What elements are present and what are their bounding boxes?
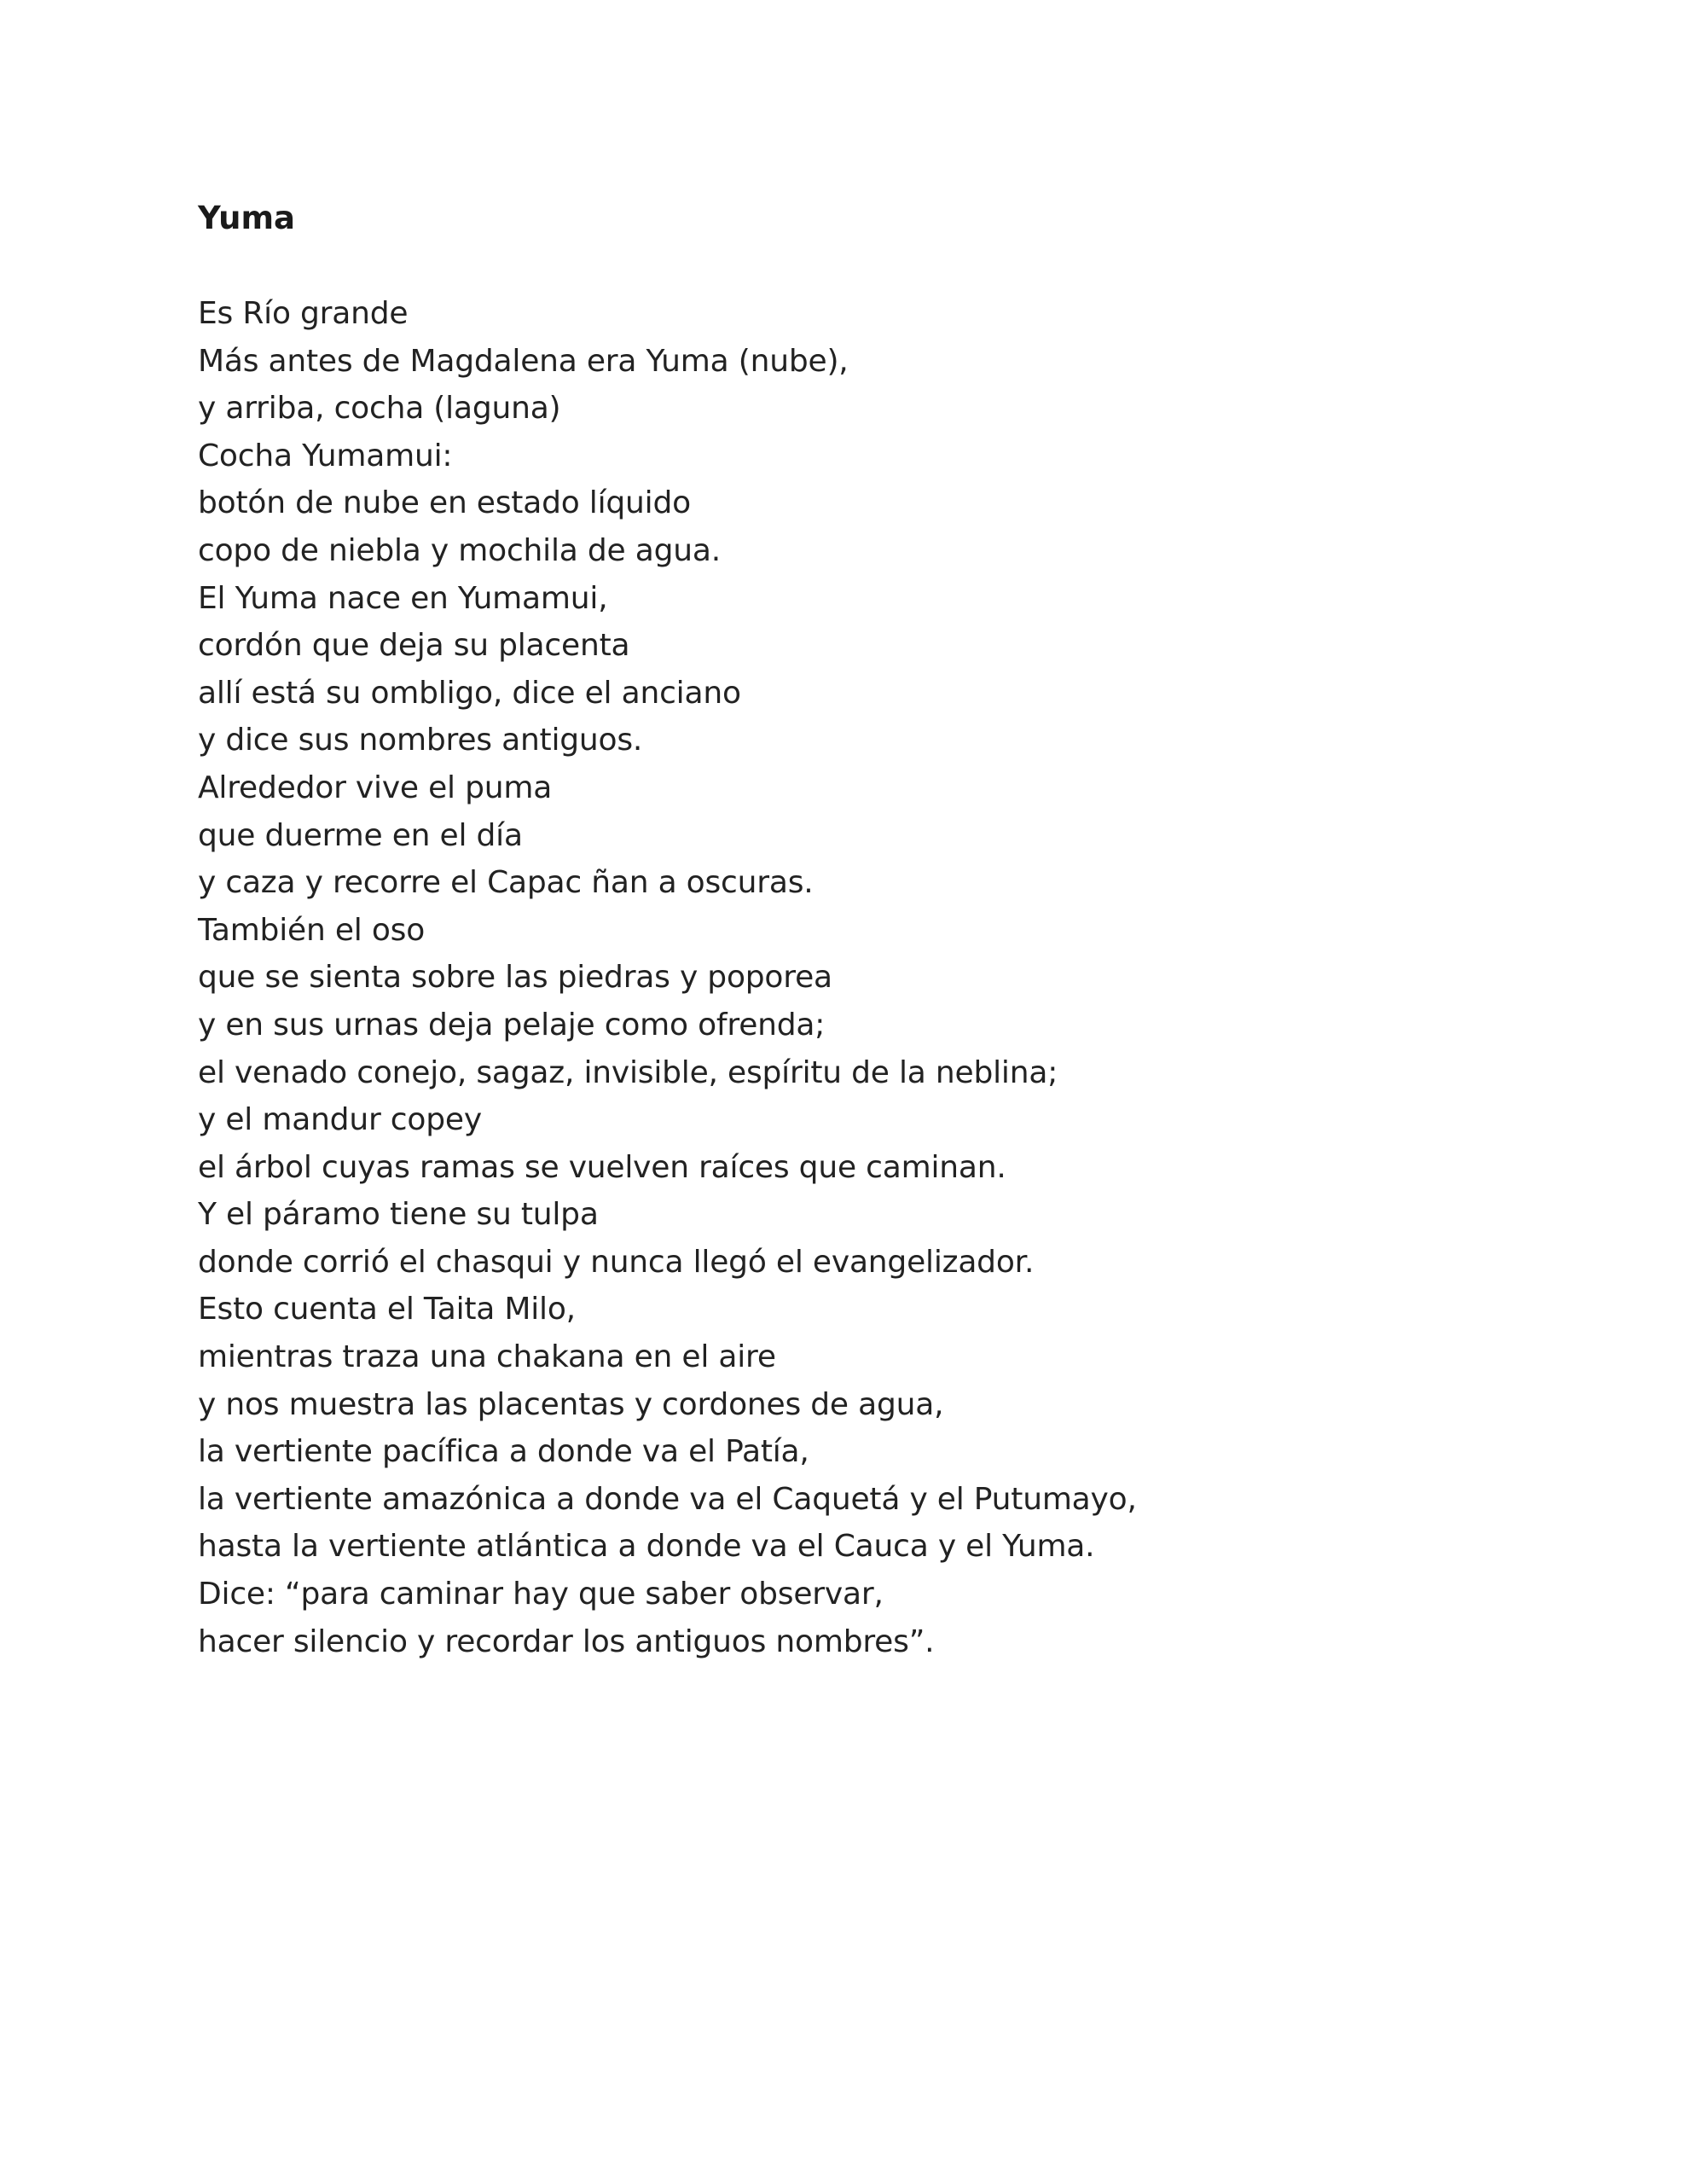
poem-body — [198, 290, 1528, 1665]
poem-line: el árbol cuyas ramas se vuelven raíces que caminan. — [198, 1149, 1006, 1185]
poem-line: cordón que deja su placenta — [198, 628, 630, 664]
poem-line: mientras traza una chakana en el aire — [198, 1339, 776, 1375]
poem-line: hasta la vertiente atlántica a donde va el Cauca y el Yuma. — [198, 1529, 1095, 1565]
poem-line: y nos muestra las placentas y cordones de agua, — [198, 1386, 944, 1422]
document-content — [198, 195, 1528, 1679]
poem-line: botón de nube en estado líquido — [198, 485, 691, 521]
poem-line: Y el páramo tiene su tulpa — [198, 1197, 599, 1233]
poem-line: la vertiente amazónica a donde va el Caquetá y el Putumayo, — [198, 1481, 1137, 1517]
poem-line: y el mandur copey — [198, 1102, 482, 1138]
poem-line: Es Río grande — [198, 296, 409, 331]
poem-line: y caza y recorre el Capac ñan a oscuras. — [198, 865, 814, 901]
poem-line: allí está su ombligo, dice el anciano — [198, 675, 741, 711]
poem-line: El Yuma nace en Yumamui, — [198, 580, 608, 616]
poem-line: hacer silencio y recordar los antiguos nombres”. — [198, 1623, 935, 1659]
poem-title: Yuma — [198, 200, 295, 236]
poem-line: Esto cuenta el Taita Milo, — [198, 1292, 576, 1327]
poem-line: la vertiente pacífica a donde va el Patía, — [198, 1434, 809, 1470]
poem-line: donde corrió el chasqui y nunca llegó el evangelizador. — [198, 1244, 1035, 1280]
poem-line: Más antes de Magdalena era Yuma (nube), — [198, 343, 849, 379]
poem-line: y dice sus nombres antiguos. — [198, 723, 643, 758]
poem-line: y arriba, cocha (laguna) — [198, 391, 561, 427]
poem-line: que se sienta sobre las piedras y poporea — [198, 960, 832, 996]
poem-line: que duerme en el día — [198, 817, 523, 853]
poem-line: Dice: “para caminar hay que saber observar, — [198, 1577, 884, 1612]
poem-line: Alrededor vive el puma — [198, 770, 553, 805]
poem-line: Cocha Yumamui: — [198, 438, 453, 473]
poem-line: y en sus urnas deja pelaje como ofrenda; — [198, 1007, 826, 1043]
poem-line: También el oso — [198, 912, 426, 948]
poem-line: el venado conejo, sagaz, invisible, espíritu de la neblina; — [198, 1054, 1058, 1090]
poem-line: copo de niebla y mochila de agua. — [198, 532, 721, 568]
